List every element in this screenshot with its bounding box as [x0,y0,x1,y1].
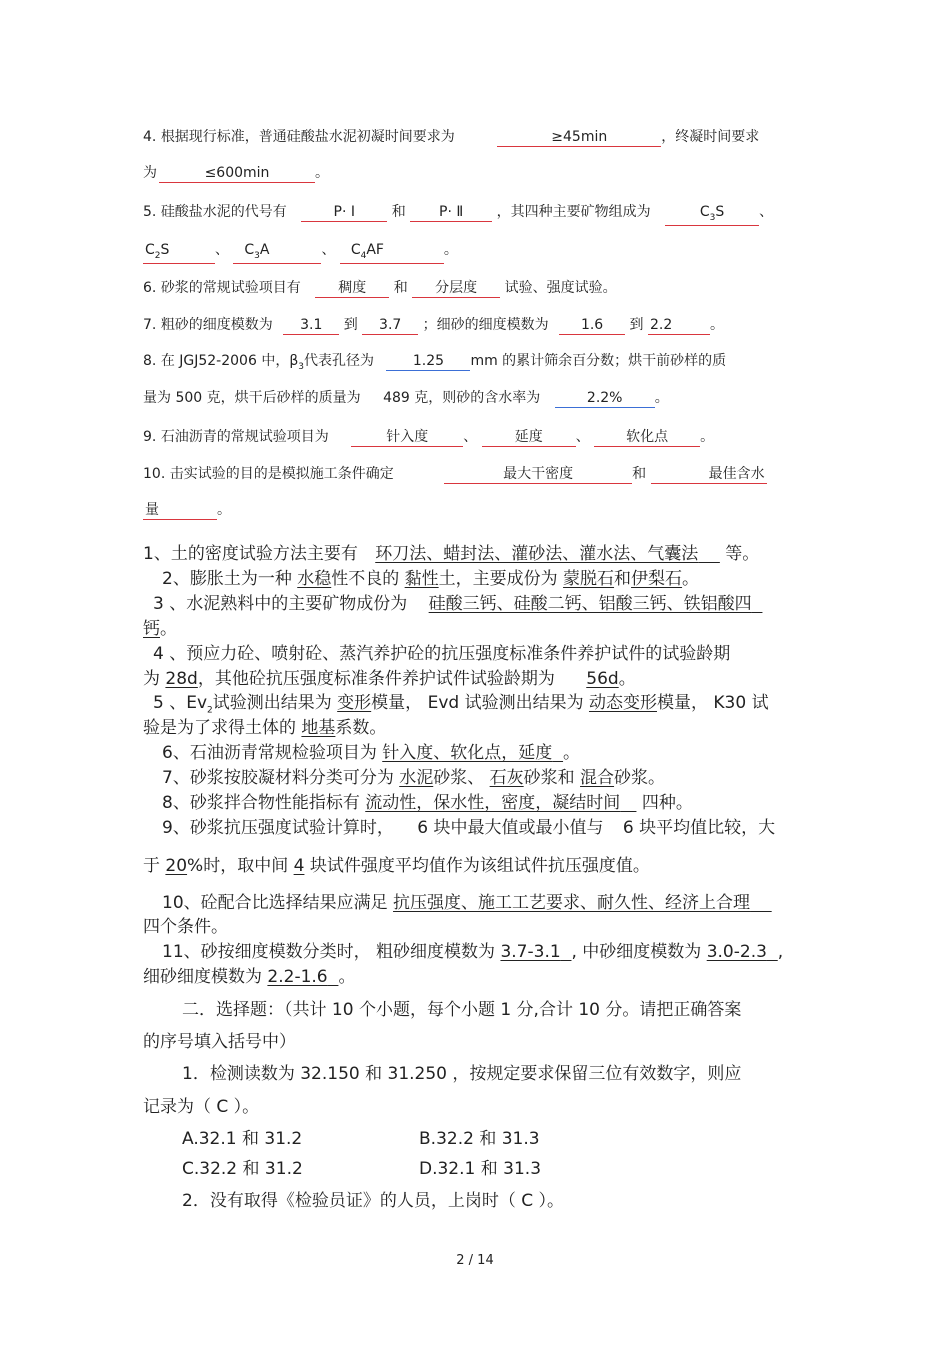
item-number: 7. [143,317,157,333]
item-number: 4. [143,129,157,145]
big-line-4b: 为 28d，其他砼抗压强度标准条件养护试件试验龄期为 56d。 [143,669,636,689]
answer-blank: 最佳含水 [651,467,767,484]
answer: 56d [586,669,619,689]
text: 在 JGJ52-2006 中，β [160,353,299,369]
text: 。 [217,502,231,518]
text: 和 [391,204,406,220]
answer: 2.2-1.6 [267,967,328,987]
text: 。 [443,242,458,258]
big-line-1: 1、土的密度试验方法主要有 环刀法、蜡封法、灌砂法、灌水法、气囊法 等。 [143,544,760,564]
answer-blank: 2.2 [648,318,710,335]
big-line-3b: 钙。 [143,619,177,639]
item-8-line2 [143,391,669,408]
text: 砂浆的常规试验项目有 [160,280,301,296]
text: 根据现行标准，普通硅酸盐水泥初凝时间要求为 [160,129,455,145]
item-10-line2 [143,503,231,520]
item-6 [143,281,617,298]
answer-blank: 3.1 [283,318,339,335]
big-line-5b: 验是为了求得土体的 地基系数。 [143,718,387,738]
item-number: 6. [143,280,157,296]
answer: 3.7-3.1 [500,942,561,962]
item-7 [143,318,724,335]
answer-blank: 量 [143,503,217,520]
big-line-8: 8、砂浆拌合物性能指标有 流动性，保水性，密度，凝结时间 四种。 [162,793,693,813]
item-number: 10. [143,466,166,482]
answer: 20 [165,856,188,876]
text: 量为 500 克，烘干后砂样的质量为 [143,390,361,406]
answer: 环刀法、蜡封法、灌砂法、灌水法、气囊法 [375,544,699,564]
answer-blank: 分层度 [412,281,500,298]
item-5-line1 [143,205,773,226]
answer: 黏性 [404,569,439,589]
text: ；细砂的细度模数为 [422,317,549,333]
item-8-line1 [143,354,726,372]
text: 代表孔径为 [303,353,374,369]
answer: 蒙脱石 [563,569,615,589]
answer: 流动性，保水性，密度，凝结时间 [365,793,621,813]
answer-blank: ≤600min [159,166,315,183]
option-d: D.32.1 和 31.3 [419,1159,542,1179]
answer-blank: $C_4AF$ [340,243,444,264]
text: 。 [654,390,669,406]
text: 为 [143,165,157,181]
item-4-line2 [143,166,329,183]
text: 、 [575,429,590,445]
item-number: 9. [143,429,157,445]
answer: 水泥 [399,768,434,788]
item-number: 8. [143,353,157,369]
answer-blank: 1.25 [386,354,470,371]
answer-blank: 软化点 [594,430,700,447]
text: 到 [343,317,358,333]
question-2: 2．没有取得《检验员证》的人员，上岗时（ C ）。 [182,1191,564,1211]
item-number: 5. [143,204,157,220]
answer: 伊梨石 [631,569,683,589]
text: ，其四种主要矿物组成为 [496,204,651,220]
answer: 石灰 [489,768,524,788]
answer: 水稳 [297,569,332,589]
big-line-2: 2、膨胀土为一种 水稳性不良的 黏性土，主要成份为 蒙脱石和伊梨石。 [162,569,700,589]
text: 到 [629,317,644,333]
question-1-cont: 记录为（ C ）。 [143,1097,260,1117]
text: 、 [215,242,229,258]
option-c: C.32.2 和 31.2 [182,1159,303,1179]
text: 击实试验的目的是模拟施工条件确定 [169,466,394,482]
answer-blank: 2.2% [555,391,655,408]
answer-blank: P· Ⅱ [410,205,492,222]
big-line-11b: 细砂细度模数为 2.2-1.6 。 [143,967,356,987]
question-1: 1．检测读数为 32.150 和 31.250 ，按规定要求保留三位有效数字，则应 [182,1064,742,1084]
big-line-4: 4 、预应力砼、喷射砼、蒸汽养护砼的抗压强度标准条件养护试件的试验龄期 [153,644,731,664]
page-number: 2 / 14 [456,1253,494,1268]
text: 489 克，则砂的含水率为 [383,390,541,406]
answer-blank: P· Ⅰ [301,205,387,222]
answer-blank: ≥45min [497,130,661,147]
answer-blank: 延度 [482,430,576,447]
answer-blank: 3.7 [362,318,418,335]
answer: 变形 [337,693,372,713]
text: ，终凝时间要求 [661,129,760,145]
big-line-9b: 于 20%时，取中间 4 块试件强度平均值作为该组试件抗压强度值。 [143,856,650,876]
text: mm 的累计筛余百分数；烘干前砂样的质 [470,353,727,369]
answer-blank: 最大干密度 [444,467,632,484]
big-line-3: 3 、水泥熟料中的主要矿物成份为 硅酸三钙、硅酸二钙、铝酸三钙、铁铝酸四 [153,594,752,614]
text: 粗砂的细度模数为 [160,317,273,333]
big-line-5: 5 、$Ev_2$试验测出结果为 变形模量， Evd 试验测出结果为 动态变形模量， K30 试 [153,693,769,716]
text: 和 [632,466,647,482]
big-line-6: 6、石油沥青常规检验项目为 针入度、软化点，延度 。 [162,743,581,763]
item-10-line1 [143,467,767,484]
answer: 动态变形 [588,693,657,713]
answer: 抗压强度、施工工艺要求、耐久性、经济上合理 [393,893,751,913]
answer: 针入度、软化点，延度 [382,743,553,763]
answer: 混合 [580,768,615,788]
answer: 地基 [301,718,336,738]
text: 硅酸盐水泥的代号有 [160,204,287,220]
subscript: 3 [298,361,304,372]
text: 。 [315,165,329,181]
section2-title-cont: 的序号填入括号中） [143,1032,296,1052]
text: 、 [321,242,336,258]
answer: 28d [165,669,198,689]
text: 。 [700,429,715,445]
answer: 硅酸三钙、硅酸二钙、铝酸三钙、铁铝酸四 [428,594,752,614]
answer-blank: 稠度 [315,281,389,298]
answer: 3.0-2.3 [706,942,767,962]
answer-blank: 1.6 [559,318,625,335]
option-a: A.32.1 和 31.2 [182,1129,303,1149]
big-line-11: 11、砂按细度模数分类时， 粗砂细度模数为 3.7-3.1 , 中砂细度模数为 3.0-2.3 , [162,942,784,962]
text: 、 [759,204,774,220]
item-5-line2 [143,243,458,264]
answer-blank: $C_2S$ [143,243,215,264]
answer-blank: $C_3S$ [665,205,759,226]
text: 和 [393,280,408,296]
item-4-line1 [143,130,759,147]
text: 石油沥青的常规试验项目为 [160,429,329,445]
big-line-9: 9、砂浆抗压强度试验计算时， 6 块中最大值或最小值与 6 块平均值比较，大 [162,818,776,838]
item-9 [143,430,714,447]
big-line-10b: 四个条件。 [143,917,228,937]
big-line-10: 10、砼配合比选择结果应满足 抗压强度、施工工艺要求、耐久性、经济上合理 [162,893,751,913]
option-b: B.32.2 和 31.3 [419,1129,540,1149]
text: 、 [463,429,478,445]
text: 试验、强度试验。 [504,280,617,296]
text: 。 [709,317,724,333]
answer-blank: $C_3A$ [233,243,321,264]
answer: 4 [293,856,305,876]
section2-title: 二．选择题：（共计 10 个小题，每个小题 1 分,合计 10 分。请把正确答案 [182,1000,742,1020]
answer-blank: 针入度 [351,430,463,447]
big-line-7: 7、砂浆按胶凝材料分类可分为 水泥砂浆、 石灰砂浆和 混合砂浆。 [162,768,666,788]
